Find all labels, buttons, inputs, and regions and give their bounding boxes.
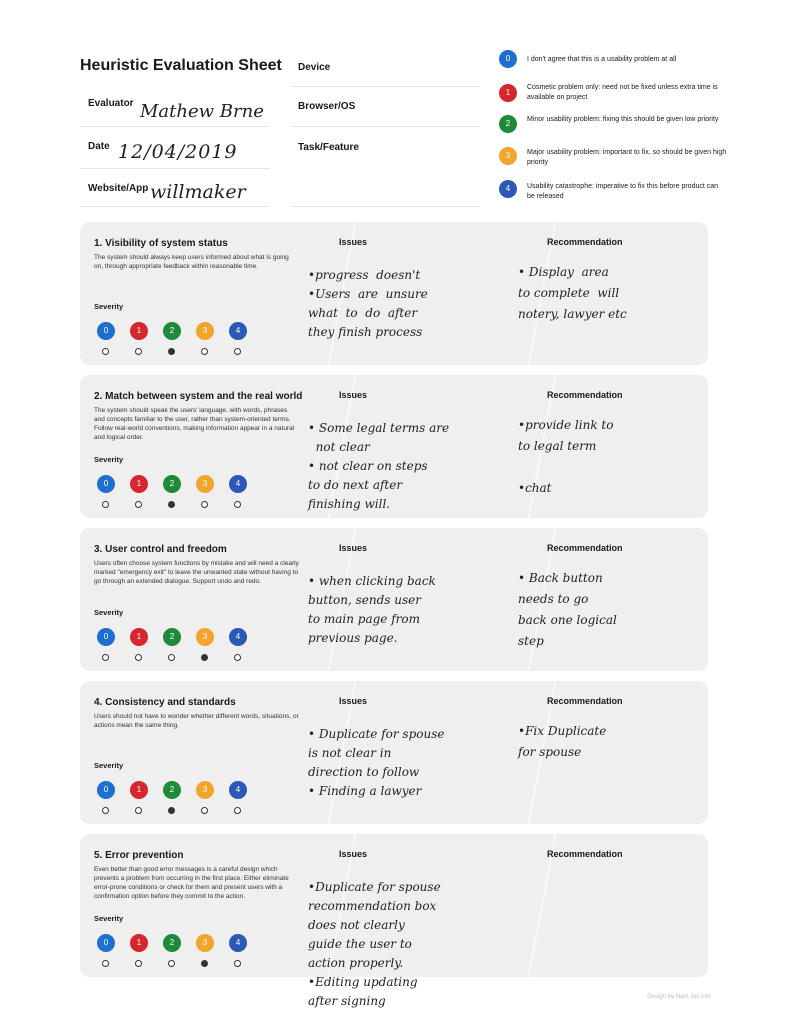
evaluator-value[interactable]: Mathew Brne (140, 101, 264, 122)
severity-radio-1[interactable] (135, 960, 142, 967)
legend-badge-4: 4 (499, 180, 517, 198)
issues-notes[interactable]: • Some legal terms are not clear • not clear on steps to do next after finishing will. (308, 421, 450, 511)
severity-label: Severity (94, 608, 124, 617)
severity-option-1[interactable]: 1 (130, 322, 148, 340)
severity-option-1[interactable]: 1 (130, 475, 148, 493)
legend-text-3: Major usability problem: important to fix, so should be given high priority (527, 149, 727, 166)
issues-heading: Issues (339, 237, 368, 247)
severity-option-4[interactable]: 4 (229, 781, 247, 799)
severity-radio-1[interactable] (135, 348, 142, 355)
browser-label: Browser/OS (298, 101, 356, 112)
severity-option-2[interactable]: 2 (163, 628, 181, 646)
severity-radio-1[interactable] (135, 501, 142, 508)
severity-radio-0[interactable] (102, 654, 109, 661)
severity-radio-0[interactable] (102, 807, 109, 814)
issues-notes[interactable]: • Duplicate for spouse is not clear in direction to follow • Finding a lawyer (308, 727, 445, 798)
severity-radio-4[interactable] (234, 501, 241, 508)
severity-radio-4[interactable] (234, 807, 241, 814)
severity-label: Severity (94, 302, 124, 311)
website-label: Website/App (88, 183, 149, 194)
severity-radio-3[interactable] (201, 807, 208, 814)
heuristic-title: 3. User control and freedom (94, 544, 227, 555)
field-rule (80, 168, 270, 169)
heuristic-title: 4. Consistency and standards (94, 697, 236, 708)
severity-option-3[interactable]: 3 (196, 475, 214, 493)
heuristic-title: 5. Error prevention (94, 850, 184, 861)
severity-option-0[interactable]: 0 (97, 322, 115, 340)
recommendation-notes[interactable]: • Back button needs to go back one logical step (518, 571, 617, 648)
sheet-title: Heuristic Evaluation Sheet (80, 57, 282, 74)
severity-option-3[interactable]: 3 (196, 628, 214, 646)
field-rule (290, 206, 480, 207)
legend-text-2: Minor usability problem: fixing this should be given low priority (527, 116, 719, 123)
severity-option-0[interactable]: 0 (97, 781, 115, 799)
issues-heading: Issues (339, 390, 368, 400)
heuristic-description: Users often choose system functions by mistake and will need a clearly marked "emergency exit" to leave the unwanted state without having to go through an extended dialogue. Support undo and redo. (94, 560, 299, 585)
legend-badge-2: 2 (499, 115, 517, 133)
recommendation-notes[interactable]: •provide link to to legal term •chat (518, 418, 614, 495)
severity-option-1[interactable]: 1 (130, 934, 148, 952)
heuristic-description: Even better than good error messages is a careful design which prevents a problem from occurring in the first place. Either eliminate error-prone conditions or check for them and present users with a confirmation option before they commit to the action. (94, 866, 289, 900)
severity-radio-0[interactable] (102, 960, 109, 967)
severity-radio-4[interactable] (234, 960, 241, 967)
date-label: Date (88, 141, 110, 152)
severity-option-2[interactable]: 2 (163, 475, 181, 493)
issues-notes[interactable]: • when clicking back button, sends user to main page from previous page. (308, 574, 436, 645)
legend-text-0: I don't agree that this is a usability problem at all (527, 56, 677, 63)
website-value[interactable]: willmaker (150, 181, 246, 203)
heuristic-card (80, 681, 708, 824)
severity-option-4[interactable]: 4 (229, 934, 247, 952)
recommendation-heading: Recommendation (547, 543, 623, 553)
task-label: Task/Feature (298, 142, 359, 153)
severity-label: Severity (94, 914, 124, 923)
footer-credit: Design by Nam Joo Lim (647, 994, 711, 1000)
severity-option-3[interactable]: 3 (196, 934, 214, 952)
severity-option-0[interactable]: 0 (97, 628, 115, 646)
issues-notes[interactable]: •progress doesn't •Users are unsure what to do after they finish process (308, 268, 428, 339)
severity-radio-3[interactable] (201, 960, 208, 967)
legend-badge-0: 0 (499, 50, 517, 68)
recommendation-heading: Recommendation (547, 849, 623, 859)
severity-radio-2[interactable] (168, 654, 175, 661)
severity-option-2[interactable]: 2 (163, 934, 181, 952)
severity-option-0[interactable]: 0 (97, 475, 115, 493)
severity-radio-1[interactable] (135, 654, 142, 661)
recommendation-heading: Recommendation (547, 390, 623, 400)
heuristic-card (80, 528, 708, 671)
heuristic-title: 2. Match between system and the real world (94, 391, 303, 402)
field-rule (80, 126, 270, 127)
severity-option-4[interactable]: 4 (229, 322, 247, 340)
severity-option-2[interactable]: 2 (163, 781, 181, 799)
recommendation-heading: Recommendation (547, 696, 623, 706)
recommendation-notes[interactable]: •Fix Duplicate for spouse (518, 724, 607, 759)
heuristic-card (80, 222, 708, 365)
severity-option-3[interactable]: 3 (196, 322, 214, 340)
severity-radio-3[interactable] (201, 654, 208, 661)
issues-heading: Issues (339, 849, 368, 859)
severity-radio-2[interactable] (168, 501, 175, 508)
severity-radio-2[interactable] (168, 807, 175, 814)
heuristic-title: 1. Visibility of system status (94, 238, 228, 249)
severity-radio-1[interactable] (135, 807, 142, 814)
issues-notes[interactable]: •Duplicate for spouse recommendation box does not clearly guide the user to action properly. •Editing updating after signing (308, 880, 441, 1008)
severity-option-0[interactable]: 0 (97, 934, 115, 952)
severity-option-3[interactable]: 3 (196, 781, 214, 799)
severity-radio-4[interactable] (234, 348, 241, 355)
severity-option-2[interactable]: 2 (163, 322, 181, 340)
heuristic-description: Users should not have to wonder whether different words, situations, or actions mean the same thing. (94, 713, 299, 729)
legend-badge-3: 3 (499, 147, 517, 165)
recommendation-heading: Recommendation (547, 237, 623, 247)
recommendation-notes[interactable]: • Display area to complete will notery, lawyer etc (518, 265, 627, 321)
field-rule (290, 86, 480, 87)
severity-option-4[interactable]: 4 (229, 475, 247, 493)
heuristic-card (80, 375, 708, 518)
field-rule (290, 126, 480, 127)
severity-radio-3[interactable] (201, 501, 208, 508)
severity-radio-2[interactable] (168, 348, 175, 355)
issues-heading: Issues (339, 543, 368, 553)
heuristic-description: The system should speak the users' language, with words, phrases and concepts familiar to the user, rather than system-oriented terms. Follow real-world conventions, making information appear in a natural and logical order. (94, 407, 295, 441)
severity-option-4[interactable]: 4 (229, 628, 247, 646)
severity-label: Severity (94, 761, 124, 770)
severity-option-1[interactable]: 1 (130, 628, 148, 646)
date-value[interactable]: 12/04/2019 (118, 141, 238, 163)
heuristic-description: The system should always keep users informed about what is going on, through appropriate feedback within reasonable time. (94, 254, 289, 270)
field-rule (80, 206, 270, 207)
severity-radio-3[interactable] (201, 348, 208, 355)
severity-radio-0[interactable] (102, 348, 109, 355)
severity-option-1[interactable]: 1 (130, 781, 148, 799)
legend-badge-1: 1 (499, 84, 517, 102)
severity-radio-2[interactable] (168, 960, 175, 967)
evaluator-label: Evaluator (88, 98, 134, 109)
severity-radio-0[interactable] (102, 501, 109, 508)
device-label: Device (298, 62, 331, 73)
issues-heading: Issues (339, 696, 368, 706)
severity-radio-4[interactable] (234, 654, 241, 661)
severity-label: Severity (94, 455, 124, 464)
legend-text-1: Cosmetic problem only: need not be fixed unless extra time is available on project (527, 84, 718, 101)
legend-text-4: Usability catastrophe: imperative to fix this before product can be released (527, 183, 719, 200)
